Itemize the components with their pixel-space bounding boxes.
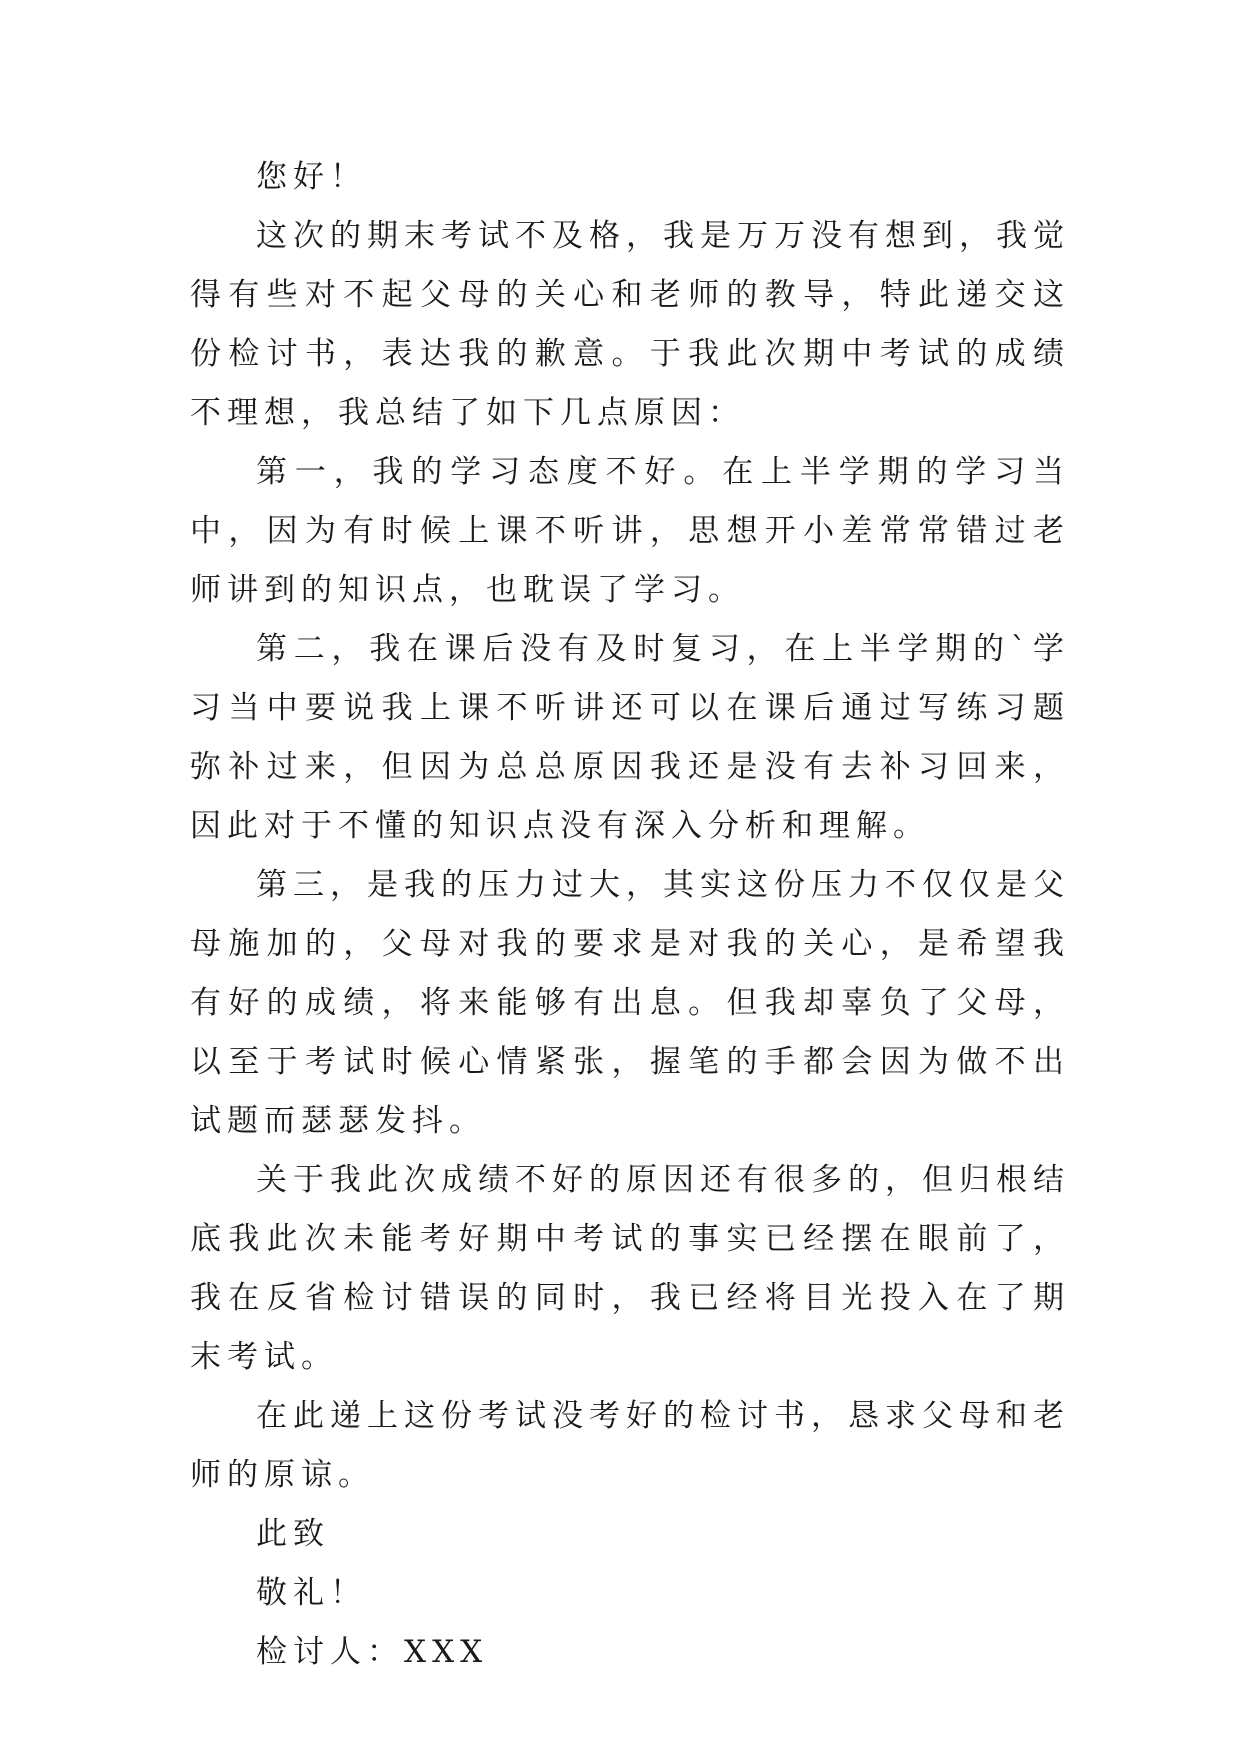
paragraph-reason-3: 第三，是我的压力过大，其实这份压力不仅仅是父母施加的，父母对我的要求是对我的关心，是希望我有好的成绩，将来能够有出息。但我却辜负了父母，以至于考试时候心情紧张，握笔的手都会因为做不出试题而瑟瑟发抖。 (190, 867, 1070, 1139)
paragraph-summary: 关于我此次成绩不好的原因还有很多的，但归根结底我此次未能考好期中考试的事实已经摆在眼前了，我在反省检讨错误的同时，我已经将目光投入在了期末考试。 (190, 1162, 1070, 1375)
closing-salutation: 此致 (256, 1516, 330, 1552)
paragraph-intro: 这次的期末考试不及格，我是万万没有想到，我觉得有些对不起父母的关心和老师的教导，特此递交这份检讨书，表达我的歉意。于我此次期中考试的成绩不理想，我总结了如下几点原因： (190, 218, 1070, 431)
paragraph-apology: 在此递上这份考试没考好的检讨书，恳求父母和老师的原谅。 (190, 1398, 1070, 1493)
paragraph-reason-2: 第二，我在课后没有及时复习，在上半学期的`学习当中要说我上课不听讲还可以在课后通过写练习题弥补过来，但因为总总原因我还是没有去补习回来，因此对于不懂的知识点没有深入分析和理解。 (190, 631, 1070, 844)
paragraph-reason-1: 第一，我的学习态度不好。在上半学期的学习当中，因为有时候上课不听讲，思想开小差常常错过老师讲到的知识点，也耽误了学习。 (190, 454, 1070, 608)
closing-regards: 敬礼！ (256, 1575, 367, 1611)
letter-body (190, 148, 1070, 1682)
signature: 检讨人：XXX (256, 1634, 489, 1670)
greeting: 您好！ (256, 159, 367, 195)
